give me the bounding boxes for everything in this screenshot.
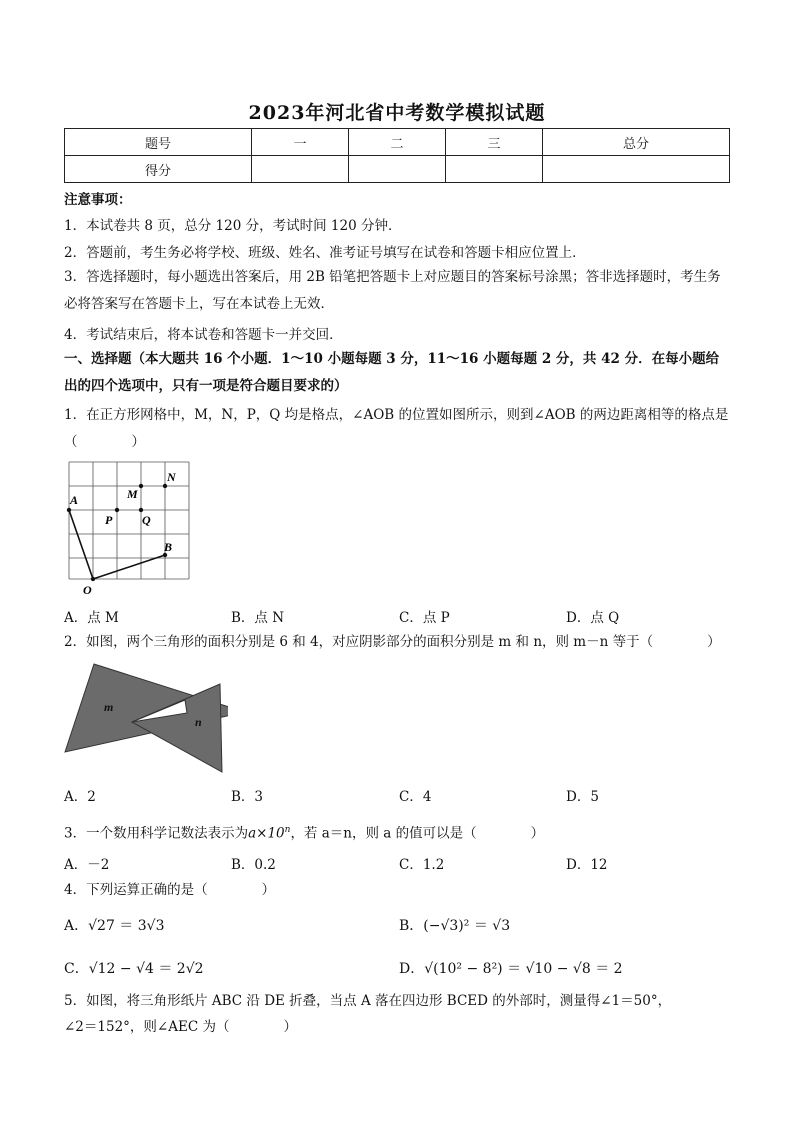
point-Q: [139, 508, 143, 512]
label-m: m: [104, 700, 114, 714]
q4-option-d: D．√(10² − 8²) ＝ √10 − √8 ＝ 2: [399, 961, 623, 977]
q2-option-a: A．2: [64, 789, 96, 805]
point-N: [163, 484, 167, 488]
note-item: 4．考试结束后，将本试卷和答题卡一并交回．: [64, 327, 343, 343]
q4-option-c: C．√12 − √4 ＝ 2√2: [64, 961, 204, 977]
q3-option-c: C．1.2: [399, 857, 445, 873]
label-P: P: [105, 513, 113, 527]
table-cell: 一: [251, 129, 348, 156]
question-2-stem: 2．如图，两个三角形的面积分别是 6 和 4，对应阴影部分的面积分别是 m 和 n，则 m－n 等于（ ）: [64, 634, 721, 650]
q4-option-b: B．(−√3)² ＝ √3: [399, 918, 511, 934]
score-input-cell: [251, 156, 348, 183]
q4-option-a: A．√27 ＝ 3√3: [64, 918, 165, 934]
score-table: [64, 128, 730, 183]
q3-stem-part2: ，若 a＝n，则 a 的值可以是（ ）: [290, 825, 545, 842]
ray-OB: [93, 555, 165, 579]
q3-option-d: D．12: [566, 857, 608, 873]
q3-option-b: B．0.2: [231, 857, 276, 873]
table-cell: 得分: [65, 156, 252, 183]
score-input-cell: [348, 156, 445, 183]
section-heading: 一、选择题（本大题共 16 个小题．1～10 小题每题 3 分，11～16 小题每题 2 分，共 42 分．在每小题给出的四个选项中，只有一项是符合题目要求的）: [64, 351, 720, 394]
q2-triangles-figure: [62, 660, 228, 778]
note-item: 3．答选择题时，每小题选出答案后，用 2B 铅笔把答题卡上对应题目的答案标号涂黑；答非选择题时，考生务必将答案写在答题卡上，写在本试卷上无效．: [64, 269, 721, 312]
question-5-stem-line1: 5．如图，将三角形纸片 ABC 沿 DE 折叠，当点 A 落在四边形 BCED 的外部时，测量得∠1＝50°，: [64, 993, 672, 1009]
q2-option-c: C．4: [399, 789, 432, 805]
table-cell: 题号: [65, 129, 252, 156]
q1-option-d: D．点 Q: [566, 610, 620, 626]
page-title: 2023年河北省中考数学模拟试题: [248, 102, 546, 124]
q3-option-a: A．－2: [64, 857, 110, 873]
note-item: 2．答题前，考生务必将学校、班级、姓名、准考证号填写在试卷和答题卡相应位置上．: [64, 245, 586, 261]
ray-OA: [69, 510, 93, 579]
label-n: n: [195, 715, 202, 729]
label-O: O: [83, 583, 92, 597]
score-input-cell: [445, 156, 542, 183]
notes-heading: 注意事项：: [64, 192, 132, 208]
question-3-stem: [64, 820, 734, 844]
q3-exponent: n: [284, 825, 291, 835]
table-cell: 二: [348, 129, 445, 156]
score-input-cell: [542, 156, 729, 183]
point-O: [91, 577, 95, 581]
table-row: [65, 156, 730, 183]
q2-option-d: D．5: [566, 789, 599, 805]
q2-option-b: B．3: [231, 789, 264, 805]
q3-stem-part1: 3．一个数用科学记数法表示为: [64, 825, 249, 842]
point-P: [115, 508, 119, 512]
note-item: 1．本试卷共 8 页，总分 120 分，考试时间 120 分钟．: [64, 218, 402, 234]
point-A: [67, 508, 71, 512]
q1-option-b: B．点 N: [231, 610, 285, 626]
table-row: [65, 129, 730, 156]
q3-expression: a×10: [248, 825, 285, 842]
table-cell: 总分: [542, 129, 729, 156]
label-N: N: [167, 470, 176, 484]
label-B: B: [164, 540, 173, 554]
label-M: M: [127, 487, 138, 501]
q1-grid-figure: [64, 458, 194, 598]
question-5-stem-line2: ∠2＝152°，则∠AEC 为（ ）: [64, 1019, 297, 1035]
question-4-stem: 4．下列运算正确的是（ ）: [64, 882, 276, 898]
label-Q: Q: [142, 513, 151, 527]
q1-option-c: C．点 P: [399, 610, 450, 626]
point-M: [139, 484, 143, 488]
q1-option-a: A．点 M: [64, 610, 119, 626]
question-1-stem: 1．在正方形网格中，M，N，P，Q 均是格点，∠AOB 的位置如图所示，则到∠AOB 的两边距离相等的格点是（ ）: [64, 407, 729, 450]
table-cell: 三: [445, 129, 542, 156]
label-A: A: [70, 493, 79, 507]
